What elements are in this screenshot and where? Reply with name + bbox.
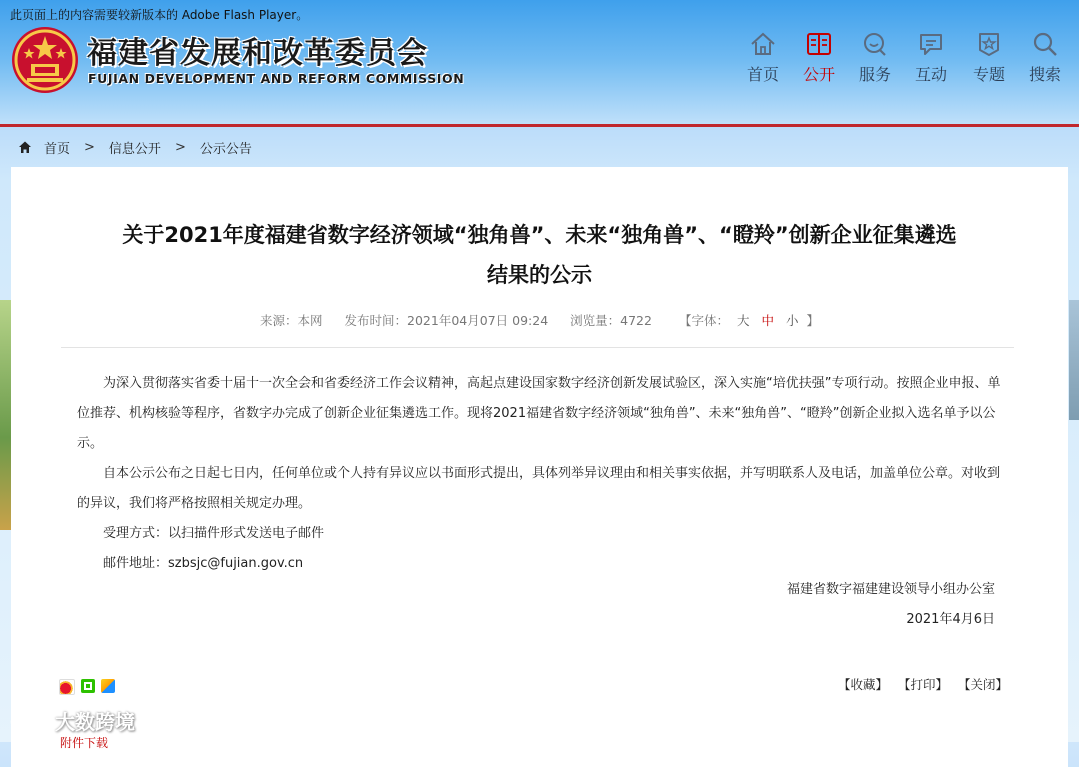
nav-item-service[interactable] (847, 30, 903, 85)
chat-icon (917, 30, 945, 58)
article-card (11, 167, 1068, 767)
watermark-glyph-icon (10, 712, 48, 732)
meta-publish-time: 发布时间：2021年04月07日 09:24 (344, 313, 549, 328)
background-scenery-right (1069, 300, 1079, 420)
star-badge-icon (975, 30, 1003, 58)
article-title-line1: 关于2021年度福建省数字经济领域“独角兽”、未来“独角兽”、“瞪羚”创新企业征集遴选 (122, 223, 957, 247)
nav-label-search: 搜索 (1028, 65, 1061, 84)
breadcrumb-announcements[interactable]: 公示公告 (199, 141, 252, 157)
qzone-share-icon[interactable] (101, 679, 115, 693)
body-paragraph: 为深入贯彻落实省委十届十一次全会和省委经济工作会议精神，高起点建设国家数字经济创新发展试验区，深入实施“培优扶强”专项行动。按照企业申报、单位推荐、机构核验等程序，省数字办完成了创新企业征集遴选工作。现将2021福建省数字经济领域“独角兽”、未来“独角兽”、“瞪羚”创新企业拟入选名单予以公示。 (77, 376, 1001, 451)
article-body (77, 369, 1001, 579)
body-paragraph: 受理方式：以扫描件形式发送电子邮件 (103, 526, 325, 541)
home-icon (749, 30, 777, 58)
meta-divider (61, 347, 1014, 348)
font-size-control (679, 313, 819, 328)
home-icon (18, 140, 32, 154)
article-title (71, 215, 1008, 295)
nav-item-topics[interactable] (961, 30, 1017, 85)
font-medium-button[interactable]: 中 (761, 313, 774, 328)
breadcrumb-separator: > (174, 139, 186, 155)
font-large-button[interactable]: 大 (736, 313, 750, 328)
breadcrumb-home[interactable]: 首页 (44, 141, 71, 157)
search-icon (1031, 30, 1059, 58)
site-title-cn: 福建省发展和改革委员会 (87, 36, 428, 71)
nav-label-topics: 专题 (972, 65, 1005, 84)
close-button[interactable]: 【关闭】 (957, 677, 1008, 692)
flash-notice: 此页面上的内容需要较新版本的 Adobe Flash Player。 (10, 8, 309, 22)
nav-label-home: 首页 (746, 65, 779, 84)
wechat-share-icon[interactable] (81, 679, 95, 693)
breadcrumb (18, 138, 252, 156)
main-nav (735, 30, 1075, 90)
site-header (0, 0, 1079, 124)
service-icon (861, 30, 889, 58)
nav-item-search[interactable] (1017, 30, 1073, 85)
article-tools (832, 675, 1008, 693)
favorite-button[interactable]: 【收藏】 (837, 677, 888, 692)
watermark-text: 大数跨境 (54, 710, 135, 734)
print-button[interactable]: 【打印】 (897, 677, 948, 692)
meta-views: 浏览量：4722 (570, 313, 652, 328)
nav-item-interact[interactable] (903, 30, 959, 85)
signature-org: 福建省数字福建建设领导小组办公室 (786, 582, 995, 597)
nav-label-interact: 互动 (914, 65, 947, 84)
weibo-share-icon[interactable] (59, 679, 75, 695)
watermark-logo (10, 706, 135, 735)
font-small-button[interactable]: 小 (785, 313, 799, 328)
book-icon (805, 30, 833, 58)
breadcrumb-separator: > (84, 139, 95, 155)
meta-source: 来源：本网 (260, 313, 323, 328)
signature-date: 2021年4月6日 (906, 612, 995, 627)
article-meta (11, 311, 1068, 329)
body-paragraph-email: 邮件地址：szbsjc@fujian.gov.cn (103, 556, 304, 571)
body-paragraph: 自本公示公布之日起七日内，任何单位或个人持有异议应以书面形式提出，具体列举异议理由和相关事实依据，并写明联系人及电话，加盖单位公章。对收到的异议，我们将严格按照相关规定办理。 (77, 466, 1001, 511)
national-emblem-icon (11, 26, 79, 94)
share-bar (59, 679, 115, 695)
font-size-close-bracket: 】 (806, 313, 819, 328)
breadcrumb-info-open[interactable]: 信息公开 (108, 141, 161, 157)
header-divider (0, 124, 1079, 127)
nav-label-open: 公开 (802, 65, 835, 84)
article-title-line2: 结果的公示 (487, 263, 592, 287)
font-size-label: 【字体： (678, 313, 729, 328)
nav-item-open[interactable] (791, 30, 847, 85)
attachment-download-link[interactable]: 附件下载 (60, 736, 109, 750)
nav-item-home[interactable] (735, 30, 791, 85)
nav-label-service: 服务 (858, 65, 891, 84)
site-title-en: FUJIAN DEVELOPMENT AND REFORM COMMISSION (88, 71, 465, 86)
